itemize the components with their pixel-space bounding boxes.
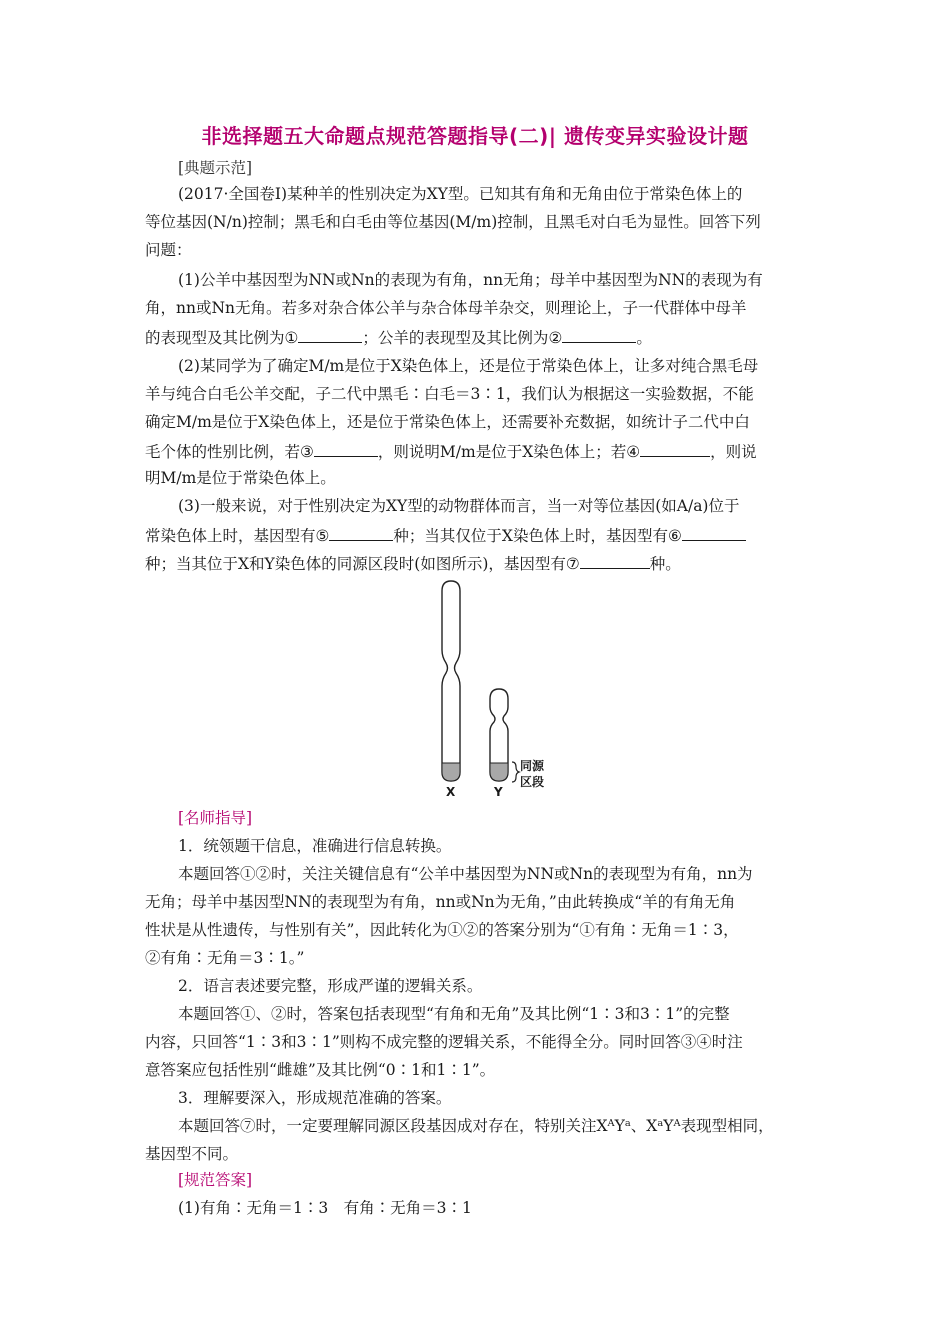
part3-line-2: 常染色体上时，基因型有⑤ 种；当其仅位于X染色体上时，基因型有⑥ (145, 524, 810, 546)
answer-blank-5[interactable] (329, 524, 393, 541)
guide-text-2-line-3: 意答案应包括性别“雌雄”及其比例“0∶1和1∶1”。 (145, 1061, 496, 1079)
part2-line-2: 羊与纯合白毛公羊交配，子二代中黑毛∶白毛＝3∶1，我们认为根据这一实验数据，不能 (145, 385, 754, 403)
guide-heading-1: 1．统领题干信息，准确进行信息转换。 (178, 837, 452, 855)
part1-line-3: 的表现型及其比例为① ；公羊的表现型及其比例为② 。 (145, 326, 810, 348)
part1-line-1: (1)公羊中基因型为NN或Nn的表现为有角，nn无角；母羊中基因型为NN的表现为有 (178, 271, 763, 289)
answer-tag: [规范答案] (178, 1171, 253, 1189)
blank-4-number: ④ (626, 443, 641, 461)
guide-heading-2: 2．语言表述要完整，形成严谨的逻辑关系。 (178, 977, 483, 995)
answer-blank-7[interactable] (580, 552, 650, 569)
part2-line-4: 毛个体的性别比例，若③ ，则说明M/m是位于X染色体上；若④ ，则说 (145, 440, 810, 462)
guide-heading-3: 3．理解要深入，形成规范准确的答案。 (178, 1089, 452, 1107)
answer-blank-3[interactable] (314, 440, 378, 457)
part2-line-3: 确定M/m是位于X染色体上，还是位于常染色体上，还需要补充数据，如统计子二代中白 (145, 413, 750, 431)
answer-blank-2[interactable] (562, 326, 636, 343)
example-tag: [典题示范] (178, 159, 253, 177)
blank-5-number: ⑤ (315, 527, 330, 545)
blank-7-number: ⑦ (565, 555, 580, 573)
x-chromosome-label: X (446, 785, 456, 799)
guide-text-2-line-1: 本题回答①、②时，答案包括表现型“有角和无角”及其比例“1∶3和3∶1”的完整 (178, 1005, 730, 1023)
guide-text-1-line-3: 性状是从性遗传，与性别有关”，因此转化为①②的答案分别为“①有角∶无角＝1∶3， (145, 921, 739, 939)
guide-text-2-line-2: 内容，只回答“1∶3和3∶1”则构不成完整的逻辑关系，不能得全分。同时回答③④时注 (145, 1033, 743, 1051)
part1-line-2: 角，nn或Nn无角。若多对杂合体公羊与杂合体母羊杂交，则理论上，子一代群体中母羊 (145, 299, 747, 317)
blank-2-number: ② (548, 329, 563, 347)
y-chromosome-label: Y (494, 785, 503, 799)
question-intro-line-1: (2017·全国卷Ⅰ)某种羊的性别决定为XY型。已知其有角和无角由位于常染色体上的 (178, 185, 743, 203)
guide-tag: [名师指导] (178, 809, 253, 827)
chromosome-svg (400, 575, 600, 805)
x-chromosome-shape (442, 581, 460, 781)
blank-6-number: ⑥ (667, 527, 682, 545)
homologous-label-1: 同源 (520, 759, 545, 773)
page-title: 非选择题五大命题点规范答题指导(二)| 遗传变异实验设计题 (201, 124, 749, 148)
part2-line-1: (2)某同学为了确定M/m是位于X染色体上，还是位于常染色体上，让多对纯合黑毛母 (178, 357, 759, 375)
part2-line-5: 明M/m是位于常染色体上。 (145, 469, 336, 487)
part3-line-1: (3)一般来说，对于性别决定为XY型的动物群体而言，当一对等位基因(如A/a)位于 (178, 497, 740, 515)
guide-text-1-line-4: ②有角∶无角＝3∶1。” (145, 949, 305, 967)
guide-text-1-line-1: 本题回答①②时，关注关键信息有“公羊中基因型为NN或Nn的表现型为有角，nn为 (178, 865, 753, 883)
homologous-label-2: 区段 (520, 775, 545, 789)
guide-text-1-line-2: 无角；母羊中基因型NN的表现型为有角，nn或Nn为无角，”由此转换成“羊的有角无角 (145, 893, 736, 911)
homologous-brace (512, 762, 519, 782)
chromosome-diagram (400, 575, 600, 805)
answer-blank-4[interactable] (640, 440, 710, 457)
y-homologous-region (490, 763, 508, 781)
question-intro-line-2: 等位基因(N/n)控制；黑毛和白毛由等位基因(M/m)控制，且黑毛对白毛为显性。回答下列 (145, 213, 761, 231)
part3-line-3: 种；当其位于X和Y染色体的同源区段时(如图所示)，基因型有⑦ 种。 (145, 552, 810, 574)
answer-blank-6[interactable] (682, 524, 746, 541)
blank-3-number: ③ (300, 443, 314, 461)
answer-blank-1[interactable] (298, 326, 362, 343)
guide-text-3-line-2: 基因型不同。 (145, 1145, 239, 1163)
question-intro-line-3: 问题： (145, 241, 192, 259)
guide-text-3-line-1: 本题回答⑦时，一定要理解同源区段基因成对存在，特别关注XᴬYᵃ、XᵃYᴬ表现型相同， (178, 1117, 774, 1135)
x-homologous-region (442, 763, 460, 781)
blank-1-number: ① (284, 329, 299, 347)
answer-line-1: (1)有角∶无角＝1∶3 有角∶无角＝3∶1 (178, 1199, 472, 1217)
